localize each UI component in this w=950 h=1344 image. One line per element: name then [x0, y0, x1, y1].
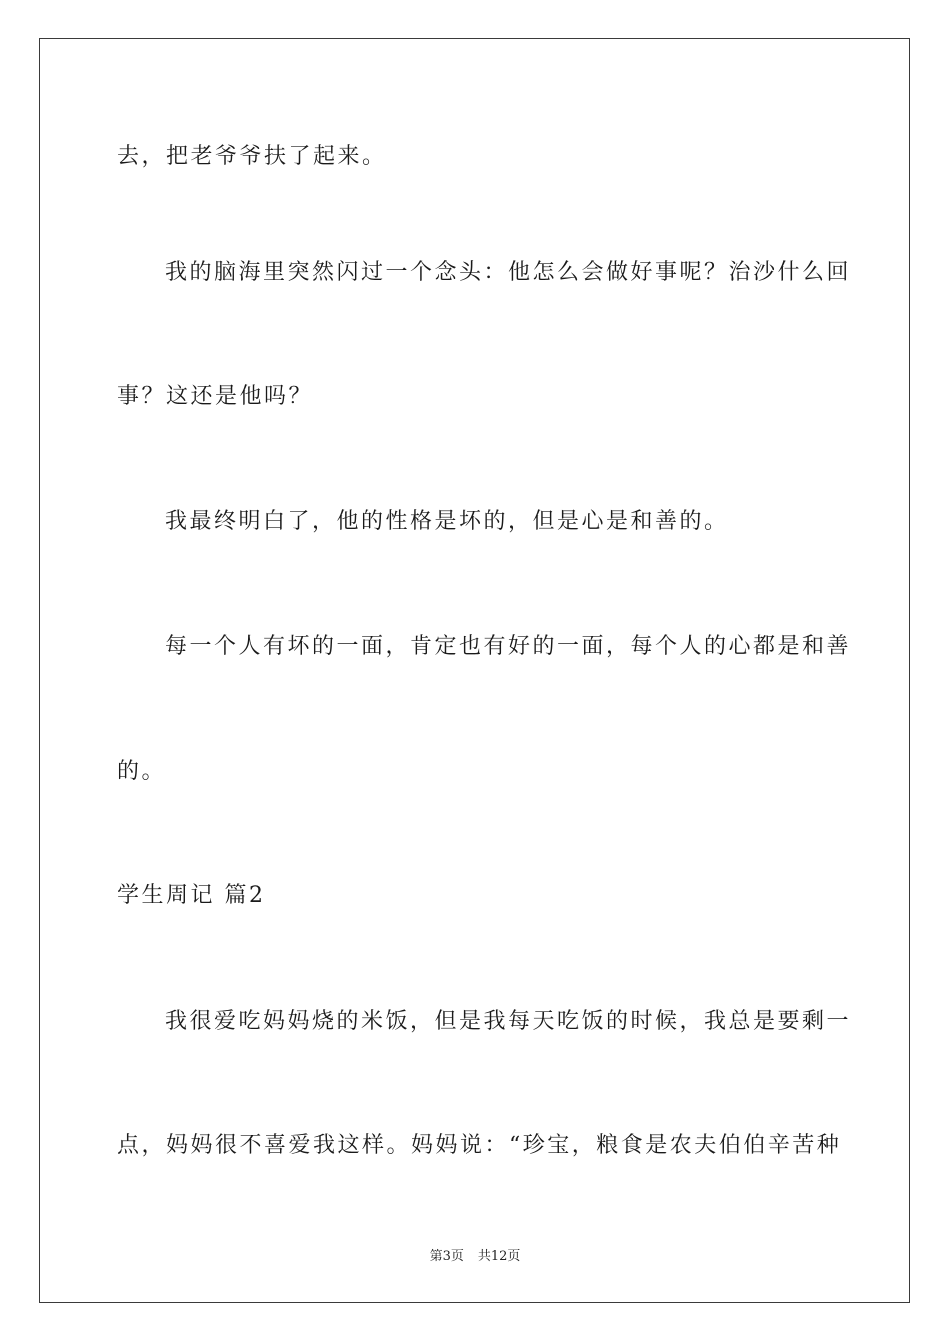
text-line: 我最终明白了，他的性格是坏的，但是心是和善的。	[165, 509, 729, 534]
text-line: 我很爱吃妈妈烧的米饭，但是我每天吃饭的时候，我总是要剩一	[165, 1009, 852, 1034]
text-line: 每一个人有坏的一面，肯定也有好的一面，每个人的心都是和善	[165, 634, 852, 659]
page-border	[39, 38, 910, 1303]
text-line: 去，把老爷爷扶了起来。	[117, 144, 387, 169]
section-heading: 学生周记 篇2	[117, 883, 266, 908]
text-line: 的。	[117, 759, 167, 784]
page-footer	[0, 1248, 950, 1266]
text-line: 我的脑海里突然闪过一个念头：他怎么会做好事呢？治沙什么回	[165, 260, 852, 285]
text-line: 点，妈妈很不喜爱我这样。妈妈说：“珍宝，粮食是农夫伯伯辛苦种	[117, 1133, 842, 1158]
page-number: 第3页	[429, 1249, 464, 1264]
text-line: 事？这还是他吗？	[117, 384, 314, 409]
page-total: 共12页	[477, 1249, 521, 1264]
